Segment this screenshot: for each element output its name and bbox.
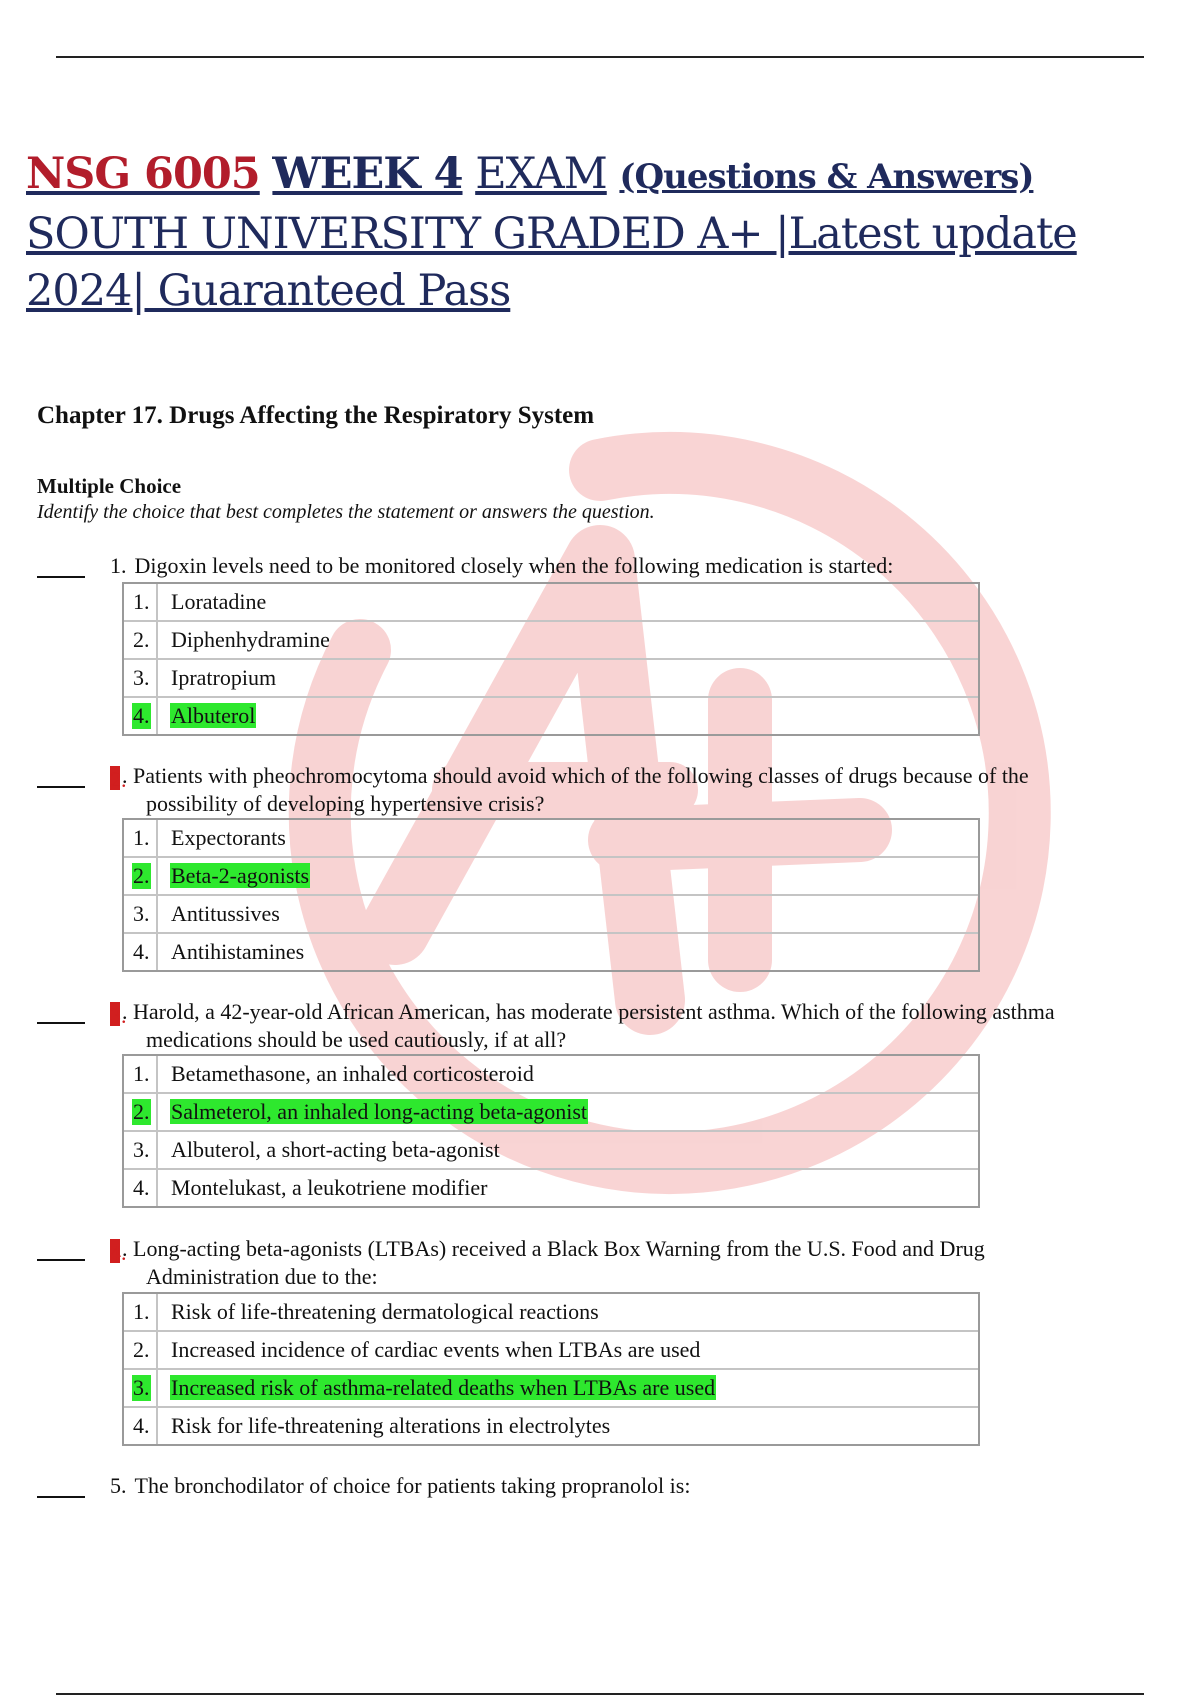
option-row[interactable]: [124, 820, 978, 858]
option-row[interactable]: [124, 622, 978, 660]
section-instruction: Identify the choice that best completes the statement or answers the question.: [37, 501, 655, 523]
option-row-correct[interactable]: [124, 698, 978, 734]
title-week: WEEK 4: [272, 149, 463, 199]
top-rule: [56, 56, 1144, 58]
answer-blank[interactable]: [37, 1259, 85, 1261]
question-number: 5.: [110, 1473, 127, 1498]
option-text: Loratadine: [171, 589, 267, 614]
option-text: Increased incidence of cardiac events when LTBAs are used: [171, 1337, 701, 1362]
option-text: Increased risk of asthma-related deaths when LTBAs are used: [171, 1375, 716, 1400]
option-number: 1.: [133, 589, 150, 614]
question-number-marker: 3.: [110, 1003, 127, 1028]
question-3: [110, 998, 1150, 1054]
question-number-marker: 4.: [110, 1240, 127, 1265]
option-text: Montelukast, a leukotriene modifier: [171, 1175, 488, 1200]
question-number: 1.: [110, 553, 127, 578]
option-row[interactable]: [124, 1132, 978, 1170]
question-text: . Harold, a 42-year-old African American, has moderate persistent asthma. Which of the following asthma: [122, 999, 1055, 1024]
answer-blank[interactable]: [37, 576, 85, 578]
question-number-marker: 2.: [110, 767, 127, 792]
chapter-heading: Chapter 17. Drugs Affecting the Respiratory System: [37, 402, 595, 429]
option-number: 1.: [133, 1299, 150, 1324]
option-number: 2.: [133, 627, 150, 652]
document-title: [26, 146, 1176, 320]
option-text: Antihistamines: [171, 939, 305, 964]
question-text: Digoxin levels need to be monitored closely when the following medication is started:: [134, 553, 894, 578]
option-text: Risk of life-threatening dermatological reactions: [171, 1299, 599, 1324]
question-text: . Long-acting beta-agonists (LTBAs) received a Black Box Warning from the U.S. Food and Drug: [122, 1236, 985, 1261]
question-2: [110, 762, 1150, 818]
options-table-1: [122, 582, 980, 736]
question-text-cont: possibility of developing hypertensive crisis?: [146, 791, 545, 816]
option-number: 3.: [133, 1375, 150, 1400]
option-text: Antitussives: [171, 901, 280, 926]
section-heading: Multiple Choice: [37, 474, 182, 498]
title-course: NSG 6005: [26, 149, 260, 199]
question-text-cont: medications should be used cautiously, if at all?: [146, 1027, 567, 1052]
answer-blank[interactable]: [37, 786, 85, 788]
option-row[interactable]: [124, 1056, 978, 1094]
option-number: 4.: [133, 1175, 150, 1200]
option-number: 4.: [133, 939, 150, 964]
option-row[interactable]: [124, 660, 978, 698]
option-number: 2.: [133, 1099, 150, 1124]
question-text: . Patients with pheochromocytoma should avoid which of the following classes of drugs because of the: [122, 763, 1029, 788]
option-number: 2.: [133, 863, 150, 888]
option-row-correct[interactable]: [124, 1370, 978, 1408]
question-5: [110, 1472, 1150, 1500]
answer-blank[interactable]: [37, 1022, 85, 1024]
question-text-cont: Administration due to the:: [146, 1264, 378, 1289]
option-number: 3.: [133, 901, 150, 926]
title-qa: (Questions & Answers): [619, 157, 1034, 197]
option-text: Albuterol: [171, 703, 256, 728]
option-number: 4.: [133, 703, 150, 728]
answer-blank[interactable]: [37, 1496, 85, 1498]
option-number: 1.: [133, 1061, 150, 1086]
option-text: Expectorants: [171, 825, 286, 850]
option-number: 2.: [133, 1337, 150, 1362]
options-table-3: [122, 1054, 980, 1208]
option-number: 3.: [133, 1137, 150, 1162]
option-row[interactable]: [124, 584, 978, 622]
option-text: Betamethasone, an inhaled corticosteroid: [171, 1061, 534, 1086]
option-row-correct[interactable]: [124, 858, 978, 896]
option-text: Salmeterol, an inhaled long-acting beta-agonist: [171, 1099, 588, 1124]
title-exam: EXAM: [475, 149, 607, 199]
option-text: Ipratropium: [171, 665, 277, 690]
question-4: [110, 1235, 1150, 1291]
option-row[interactable]: [124, 934, 978, 970]
option-text: Risk for life-threatening alterations in electrolytes: [171, 1413, 611, 1438]
option-text: Albuterol, a short-acting beta-agonist: [171, 1137, 500, 1162]
title-rest: SOUTH UNIVERSITY GRADED A+ |Latest update 2024| Guaranteed Pass: [26, 209, 1077, 316]
option-row[interactable]: [124, 1408, 978, 1444]
question-1: [110, 552, 1150, 580]
options-table-2: [122, 818, 980, 972]
option-number: 1.: [133, 825, 150, 850]
bottom-rule: [56, 1693, 1144, 1695]
option-text: Beta-2-agonists: [171, 863, 310, 888]
option-row[interactable]: [124, 1294, 978, 1332]
option-row[interactable]: [124, 896, 978, 934]
question-text: The bronchodilator of choice for patients taking propranolol is:: [134, 1473, 691, 1498]
options-table-4: [122, 1292, 980, 1446]
option-number: 3.: [133, 665, 150, 690]
option-row-correct[interactable]: [124, 1094, 978, 1132]
option-number: 4.: [133, 1413, 150, 1438]
option-text: Diphenhydramine: [171, 627, 330, 652]
option-row[interactable]: [124, 1332, 978, 1370]
option-row[interactable]: [124, 1170, 978, 1206]
